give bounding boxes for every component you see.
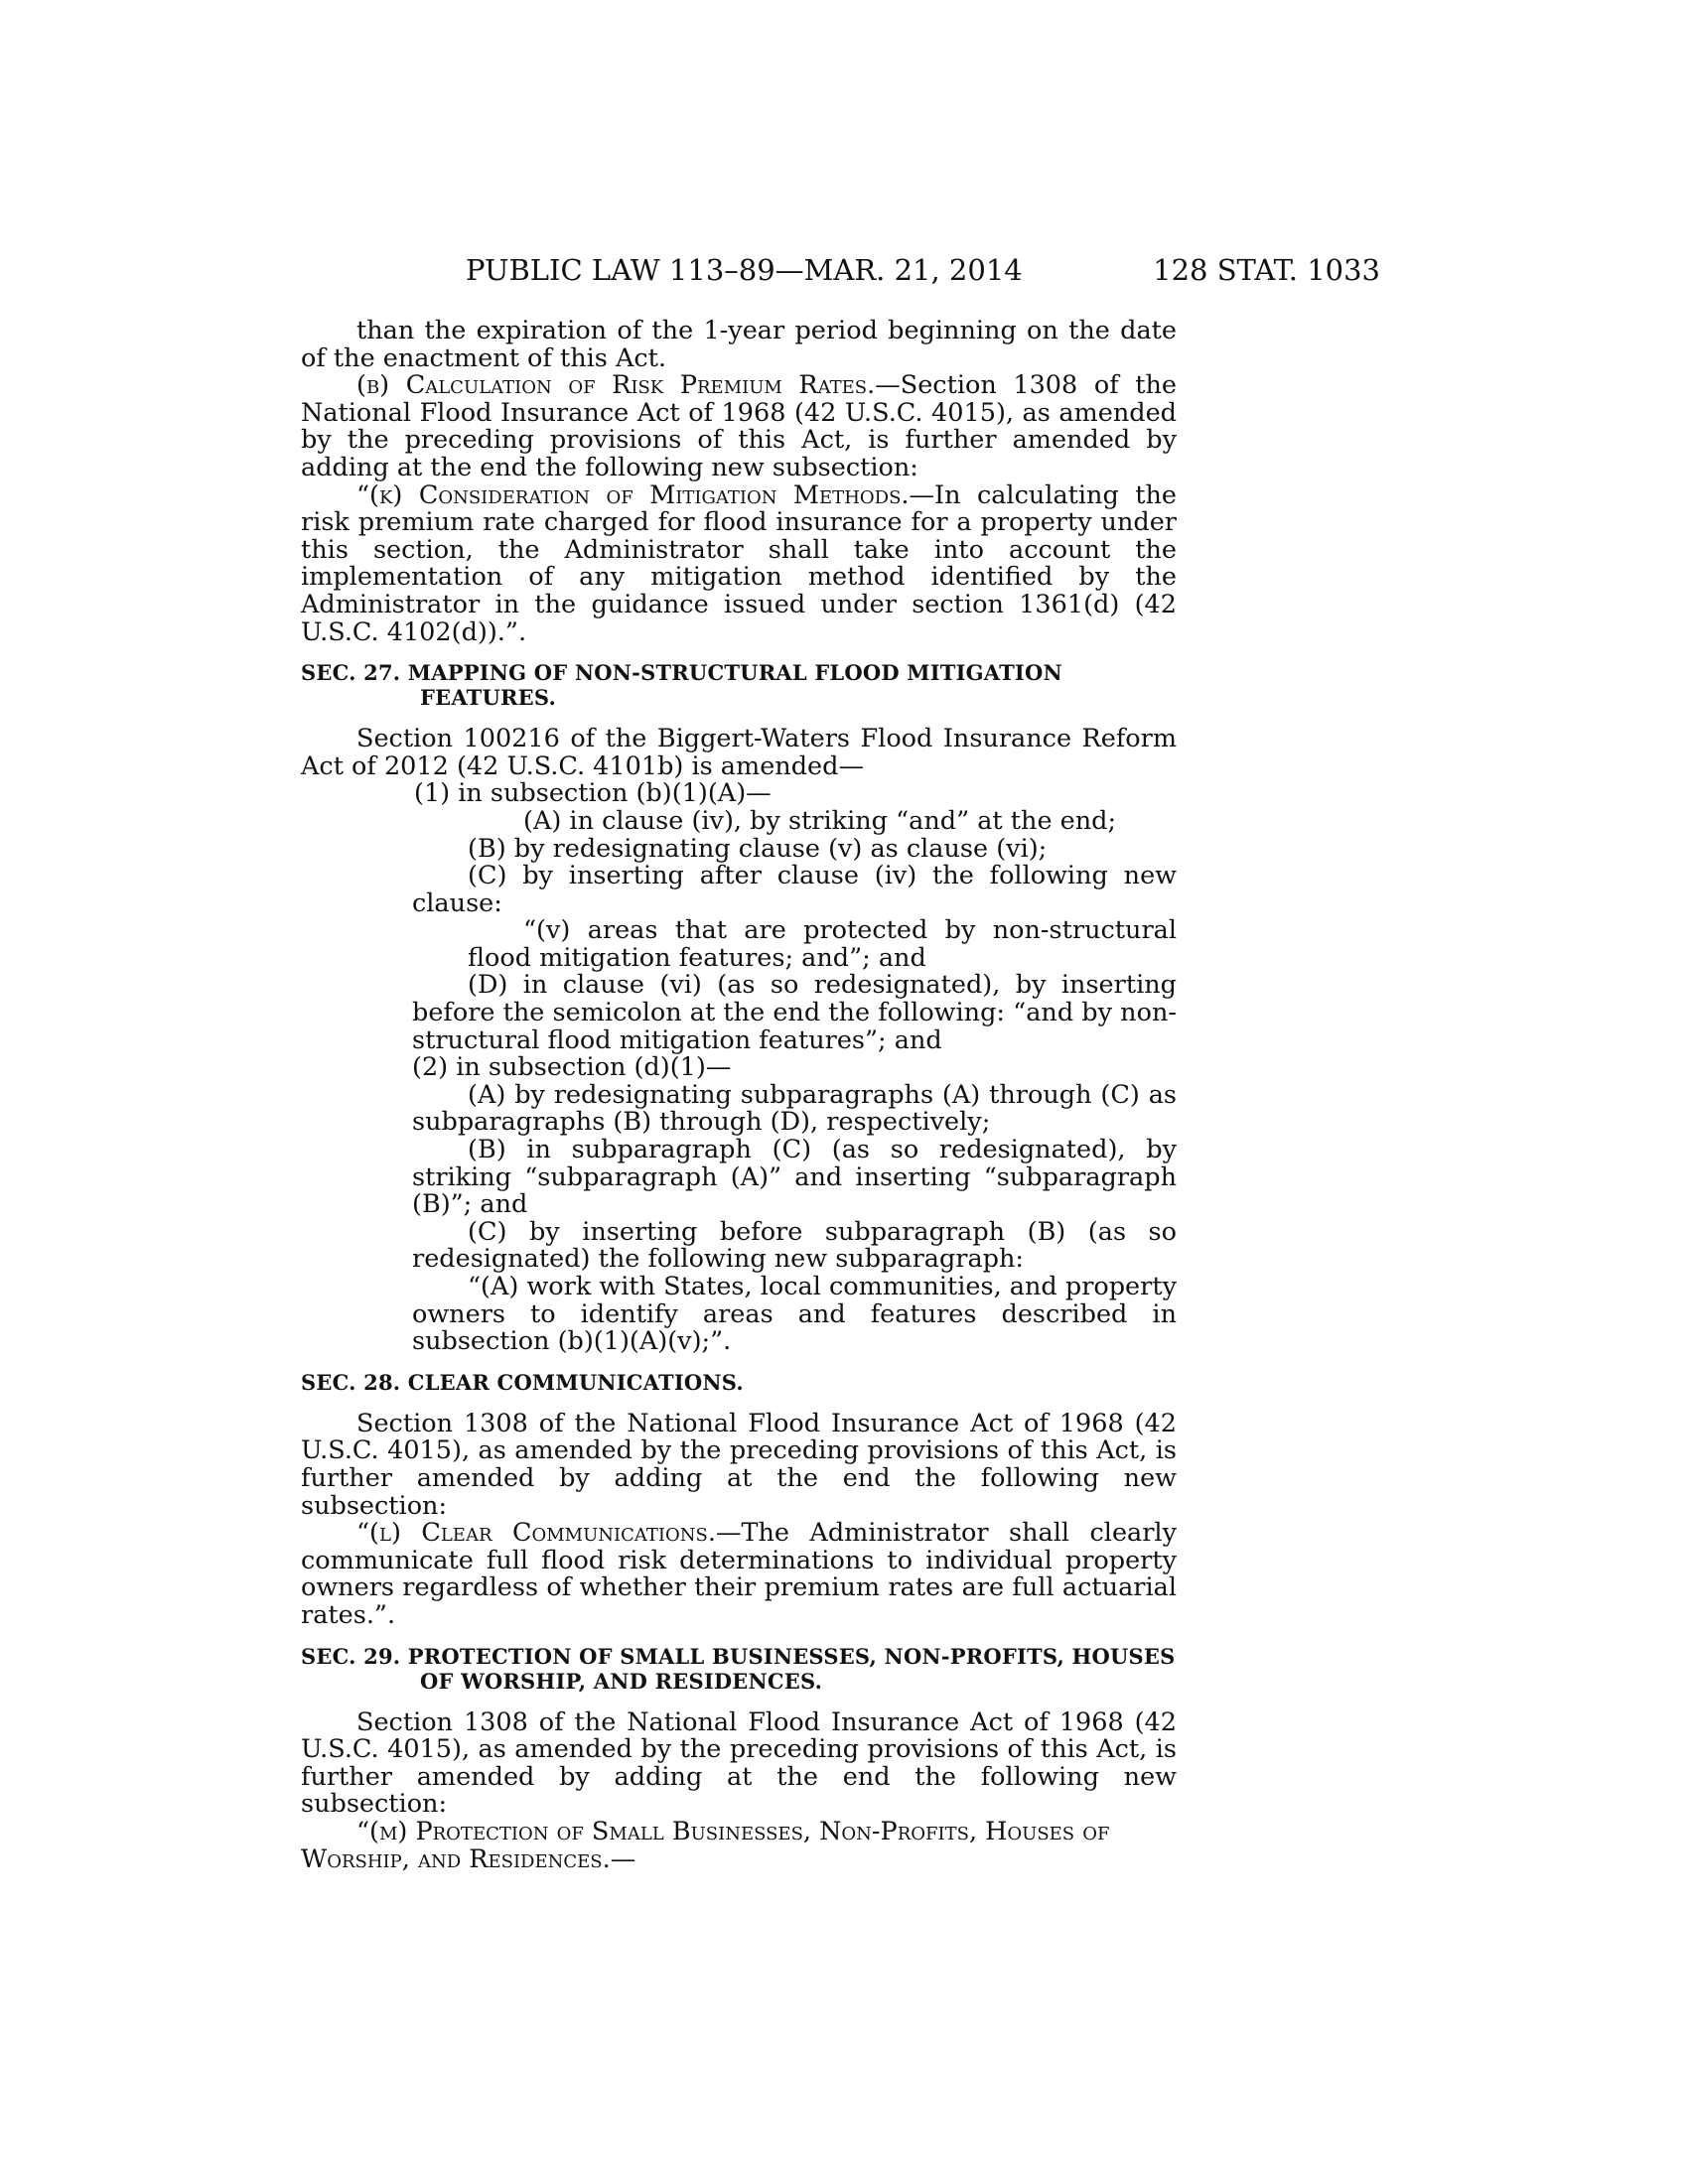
subsection-m [301,1816,1177,1874]
running-title: PUBLIC LAW 113–89—MAR. 21, 2014 [466,253,1023,287]
section-27-heading: SEC. 27. MAPPING OF NON-STRUCTURAL FLOOD MITIGATION FEATURES. [301,660,1062,711]
continuation-paragraph: than the expiration of the 1-year period beginning on the date of the enactment of this Act. [301,316,1177,373]
subsection-k-text: —In calculating the risk premium rate charged for flood insurance for a property under this section, the Administrator shall take into account the implementation of any mitigation method identified by the Administrator in the guidance issued under section 1361(d) (42 U.S.C. 4102(d)).”. [301,479,1177,647]
section-28-intro: Section 1308 of the National Flood Insurance Act of 1968 (42 U.S.C. 4015), as amended by the preceding provisions of this Act, is further amended by adding at the end the following new subsection: [301,1408,1177,1521]
section-27-clause-v: “(v) areas that are protected by non-structural flood mitigation features; and”; and [468,915,1177,973]
section-27-para-1C: (C) by inserting after clause (iv) the following new clause: [412,861,1177,918]
subsection-l-heading: “(l) Clear Communications. [356,1518,716,1549]
section-27-subpara-A: “(A) work with States, local communities, and property owners to identify areas and features described in subsection (b)(1)(A)(v);”. [412,1272,1177,1357]
section-27-para-1A [301,805,1177,836]
section-27-para-1: (1) in subsection (b)(1)(A)— [414,778,772,809]
subsection-m-heading: “(m) Protection of Small Businesses, Non-Profits, Houses of Worship, and Residences. [301,1816,1110,1874]
section-27-para-2A: (A) by redesignating subparagraphs (A) through (C) as subparagraphs (B) through (D), respectively; [412,1079,1177,1138]
subsection-b [301,372,1177,481]
section-28-heading: SEC. 28. CLEAR COMMUNICATIONS. [301,1369,744,1395]
section-27-para-1A-text: (A) in clause (iv), by striking “and” at the end; [523,805,1117,836]
section-27-para-1D: (D) in clause (vi) (as so redesignated), by inserting before the semicolon at the end the following: “and by non-structural flood mitigation features”; and [412,970,1177,1055]
section-27-para-1B: (B) by redesignating clause (v) as clause (vi); [468,833,1048,864]
statute-body [301,318,1177,1873]
subsection-k-heading: “(k) Consideration of Mitigation Methods. [356,479,910,510]
section-27-para-2B: (B) in subparagraph (C) (as so redesignated), by striking “subparagraph (A)” and inserting “subparagraph (B)”; and [412,1135,1177,1220]
subsection-m-text: — [610,1843,636,1874]
subsection-b-text: —Section 1308 of the National Flood Insurance Act of 1968 (42 U.S.C. 4015), as amended by the preceding provisions of this Act, is further amended by adding at the end the following new subsection: [301,370,1177,482]
subsection-l-text: —The Administrator shall clearly communicate full flood risk determinations to individual property owners regardless of whether their premium rates are full actuarial rates.”. [301,1518,1177,1630]
subsection-l [301,1520,1177,1629]
subsection-k [301,479,1177,647]
section-29-heading: SEC. 29. PROTECTION OF SMALL BUSINESSES, NON-PROFITS, HOUSES OF WORSHIP, AND RESIDENCES. [301,1643,1176,1694]
running-header [298,250,1380,290]
section-27-para-2: (2) in subsection (d)(1)— [412,1052,732,1083]
section-29-intro: Section 1308 of the National Flood Insurance Act of 1968 (42 U.S.C. 4015), as amended by the preceding provisions of this Act, is further amended by adding at the end the following new subsection: [301,1706,1177,1820]
section-27-intro: Section 100216 of the Biggert-Waters Flood Insurance Reform Act of 2012 (42 U.S.C. 4101b) is amended— [301,724,1177,781]
stat-page-reference: 128 STAT. 1033 [1153,253,1380,287]
subsection-b-heading: (b) Calculation of Risk Premium Rates. [356,370,876,401]
section-27-para-2C: (C) by inserting before subparagraph (B) (as so redesignated) the following new subparagraph: [412,1216,1177,1275]
